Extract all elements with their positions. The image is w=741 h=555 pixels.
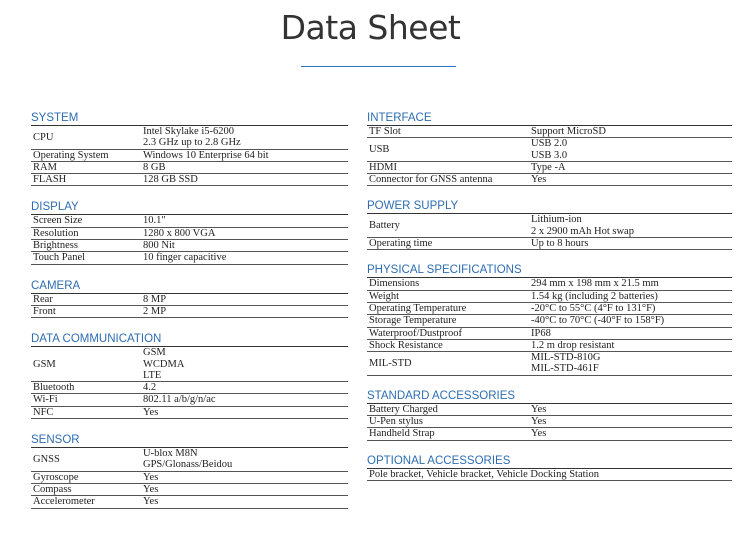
spec-label: Battery — [367, 214, 529, 237]
spec-value — [141, 294, 348, 306]
section-data-communication — [31, 333, 348, 419]
spec-value — [529, 138, 732, 162]
spec-row-storage-temperature — [367, 315, 732, 327]
spec-row-cpu — [31, 126, 348, 149]
spec-row-connector-for-gnss-antenna — [367, 174, 732, 186]
spec-label: RAM — [31, 161, 141, 173]
spec-value — [529, 315, 732, 327]
spec-label: Weight — [367, 290, 529, 302]
spec-label: Dimensions — [367, 278, 529, 290]
accessories-note: Pole bracket, Vehicle bracket, Vehicle Docking Station — [367, 469, 732, 482]
spec-value — [141, 161, 348, 173]
spec-value-line: 2.3 GHz up to 2.8 GHz — [143, 137, 241, 149]
spec-table — [31, 215, 348, 264]
spec-value — [141, 406, 348, 418]
spec-table — [367, 126, 732, 186]
spec-label: U-Pen stylus — [367, 416, 529, 428]
spec-row-nfc — [31, 406, 348, 418]
spec-value — [141, 252, 348, 264]
section-spacer — [31, 186, 348, 201]
section-heading: POWER SUPPLY — [367, 200, 732, 214]
spec-label: CPU — [31, 126, 141, 149]
spec-value-line: Yes — [143, 496, 159, 508]
spec-label: GSM — [31, 347, 141, 381]
section-heading: INTERFACE — [367, 112, 732, 126]
right-column — [367, 112, 732, 481]
spec-label: Operating Temperature — [367, 302, 529, 314]
spec-value — [529, 126, 732, 138]
spec-value — [529, 339, 732, 351]
spec-value-line: 8 MP — [143, 293, 167, 305]
spec-label: Brightness — [31, 240, 141, 252]
spec-value-line: 128 GB SSD — [143, 174, 198, 186]
section-spacer — [367, 376, 732, 390]
spec-row-mil-std — [367, 352, 732, 376]
spec-value — [141, 394, 348, 406]
spec-table — [31, 294, 348, 319]
spec-value — [141, 382, 348, 394]
spec-value — [529, 214, 732, 237]
spec-row-u-pen-stylus — [367, 416, 732, 428]
spec-label: Screen Size — [31, 215, 141, 227]
spec-table — [367, 404, 732, 441]
spec-value-line: 802.11 a/b/g/n/ac — [143, 394, 216, 406]
section-sensor — [31, 434, 348, 508]
spec-value-line: Type -A — [531, 161, 566, 173]
spec-value-line: Yes — [143, 406, 159, 418]
section-camera — [31, 280, 348, 319]
spec-value-line: Yes — [531, 403, 547, 415]
spec-value — [141, 240, 348, 252]
section-heading: SYSTEM — [31, 112, 348, 126]
section-physical-specifications — [367, 264, 732, 375]
section-spacer — [367, 441, 732, 455]
spec-value-line: Yes — [531, 174, 547, 186]
section-heading: PHYSICAL SPECIFICATIONS — [367, 264, 732, 278]
spec-value-line: 8 GB — [143, 161, 166, 173]
spec-row-operating-system — [31, 149, 348, 161]
spec-value-line: WCDMA — [143, 358, 185, 370]
spec-value-line: Yes — [143, 483, 159, 495]
spec-row-battery-charged — [367, 404, 732, 416]
spec-value-line: -40°C to 70°C (-40°F to 158°F) — [531, 315, 665, 327]
spec-value-line: USB 3.0 — [531, 149, 568, 161]
spec-row-gnss — [31, 448, 348, 471]
spec-label: Wi-Fi — [31, 394, 141, 406]
spec-row-hdmi — [367, 161, 732, 173]
spec-row-waterproof-dustproof — [367, 327, 732, 339]
spec-value-line: U-blox M8N — [143, 448, 198, 460]
spec-value — [141, 174, 348, 186]
spec-row-tf-slot — [367, 126, 732, 138]
spec-value-line: 800 Nit — [143, 240, 175, 252]
spec-row-handheld-strap — [367, 428, 732, 440]
section-spacer — [31, 419, 348, 434]
spec-value — [141, 483, 348, 495]
spec-value-line: Lithium-ion — [531, 214, 582, 226]
section-interface — [367, 112, 732, 186]
spec-label: Connector for GNSS antenna — [367, 174, 529, 186]
section-system — [31, 112, 348, 186]
spec-value-line: 2 x 2900 mAh Hot swap — [531, 225, 634, 237]
spec-row-wi-fi — [31, 394, 348, 406]
spec-row-ram — [31, 161, 348, 173]
spec-label: MIL-STD — [367, 352, 529, 376]
spec-row-gyroscope — [31, 471, 348, 483]
section-spacer — [367, 250, 732, 264]
spec-row-compass — [31, 483, 348, 495]
spec-value-line: Windows 10 Enterprise 64 bit — [143, 149, 269, 161]
section-heading: OPTIONAL ACCESSORIES — [367, 455, 732, 469]
spec-label: Operating time — [367, 238, 529, 250]
spec-value-line: MIL-STD-810G — [531, 352, 601, 364]
spec-value — [141, 149, 348, 161]
spec-value — [529, 352, 732, 376]
spec-value-line: GPS/Glonass/Beidou — [143, 459, 233, 471]
spec-row-gsm — [31, 347, 348, 381]
section-power-supply — [367, 200, 732, 250]
spec-row-dimensions — [367, 278, 732, 290]
spec-value — [141, 215, 348, 227]
spec-label: TF Slot — [367, 126, 529, 138]
spec-value — [141, 496, 348, 508]
spec-value-line: Intel Skylake i5-6200 — [143, 126, 234, 137]
spec-label: Front — [31, 305, 141, 317]
section-heading: STANDARD ACCESSORIES — [367, 390, 732, 404]
spec-value — [529, 404, 732, 416]
spec-value-line: GSM — [143, 347, 166, 359]
page-title: Data Sheet — [280, 8, 461, 47]
spec-row-accelerometer — [31, 496, 348, 508]
spec-table — [31, 126, 348, 186]
spec-row-resolution — [31, 227, 348, 239]
spec-value — [529, 278, 732, 290]
spec-value-line: 10.1" — [143, 215, 166, 227]
section-heading: DISPLAY — [31, 201, 348, 215]
section-heading: CAMERA — [31, 280, 348, 294]
spec-table — [31, 347, 348, 419]
section-spacer — [367, 186, 732, 200]
spec-value-line: 1.54 kg (including 2 batteries) — [531, 290, 658, 302]
spec-label: Waterproof/Dustproof — [367, 327, 529, 339]
spec-value-line: USB 2.0 — [531, 138, 568, 150]
spec-value-line: 1280 x 800 VGA — [143, 227, 216, 239]
spec-row-weight — [367, 290, 732, 302]
spec-value-line: MIL-STD-461F — [531, 363, 599, 375]
spec-label: Accelerometer — [31, 496, 141, 508]
spec-value-line: 10 finger capacitive — [143, 252, 227, 264]
spec-label: Storage Temperature — [367, 315, 529, 327]
title-underline — [301, 66, 456, 67]
spec-label: USB — [367, 138, 529, 162]
section-heading: SENSOR — [31, 434, 348, 448]
spec-row-operating-temperature — [367, 302, 732, 314]
spec-row-flash — [31, 174, 348, 186]
spec-row-front — [31, 305, 348, 317]
spec-value — [529, 290, 732, 302]
spec-label: Shock Resistance — [367, 339, 529, 351]
spec-row-touch-panel — [31, 252, 348, 264]
spec-value — [529, 238, 732, 250]
spec-label: Resolution — [31, 227, 141, 239]
spec-value-line: IP68 — [531, 327, 551, 339]
spec-row-usb — [367, 138, 732, 162]
spec-table — [367, 214, 732, 250]
spec-row-brightness — [31, 240, 348, 252]
spec-value — [141, 305, 348, 317]
section-spacer — [31, 318, 348, 333]
spec-label: NFC — [31, 406, 141, 418]
spec-value — [141, 227, 348, 239]
spec-row-battery — [367, 214, 732, 237]
section-heading: DATA COMMUNICATION — [31, 333, 348, 347]
spec-value — [529, 327, 732, 339]
spec-value-line: Yes — [143, 471, 159, 483]
spec-value-line: Yes — [531, 428, 547, 440]
spec-value — [529, 416, 732, 428]
spec-label: Compass — [31, 483, 141, 495]
spec-row-rear — [31, 294, 348, 306]
spec-label: Rear — [31, 294, 141, 306]
spec-row-operating-time — [367, 238, 732, 250]
spec-value-line: Up to 8 hours — [531, 238, 589, 250]
spec-label: Handheld Strap — [367, 428, 529, 440]
spec-value — [529, 302, 732, 314]
spec-value-line: 1.2 m drop resistant — [531, 339, 615, 351]
section-display — [31, 201, 348, 264]
spec-value — [529, 174, 732, 186]
spec-label: Bluetooth — [31, 382, 141, 394]
spec-value — [141, 471, 348, 483]
spec-table — [367, 278, 732, 375]
section-standard-accessories — [367, 390, 732, 441]
spec-row-shock-resistance — [367, 339, 732, 351]
spec-row-bluetooth — [31, 382, 348, 394]
spec-table — [31, 448, 348, 508]
spec-value-line: 294 mm x 198 mm x 21.5 mm — [531, 278, 659, 290]
spec-label: HDMI — [367, 161, 529, 173]
spec-label: FLASH — [31, 174, 141, 186]
spec-value-line: -20°C to 55°C (4°F to 131°F) — [531, 302, 656, 314]
spec-value — [141, 448, 348, 471]
spec-label: GNSS — [31, 448, 141, 471]
spec-row-screen-size — [31, 215, 348, 227]
spec-value-line: 2 MP — [143, 305, 167, 317]
spec-label: Gyroscope — [31, 471, 141, 483]
spec-value — [529, 428, 732, 440]
spec-value — [141, 347, 348, 381]
left-column — [31, 112, 348, 509]
spec-value — [529, 161, 732, 173]
spec-value-line: 4.2 — [143, 382, 157, 394]
spec-label: Battery Charged — [367, 404, 529, 416]
spec-label: Operating System — [31, 149, 141, 161]
spec-value-line: LTE — [143, 369, 162, 381]
section-optional-accessories — [367, 455, 732, 482]
spec-value — [141, 126, 348, 149]
spec-value-line: Support MicroSD — [531, 126, 606, 137]
spec-label: Touch Panel — [31, 252, 141, 264]
spec-value-line: Yes — [531, 416, 547, 428]
section-spacer — [31, 265, 348, 280]
